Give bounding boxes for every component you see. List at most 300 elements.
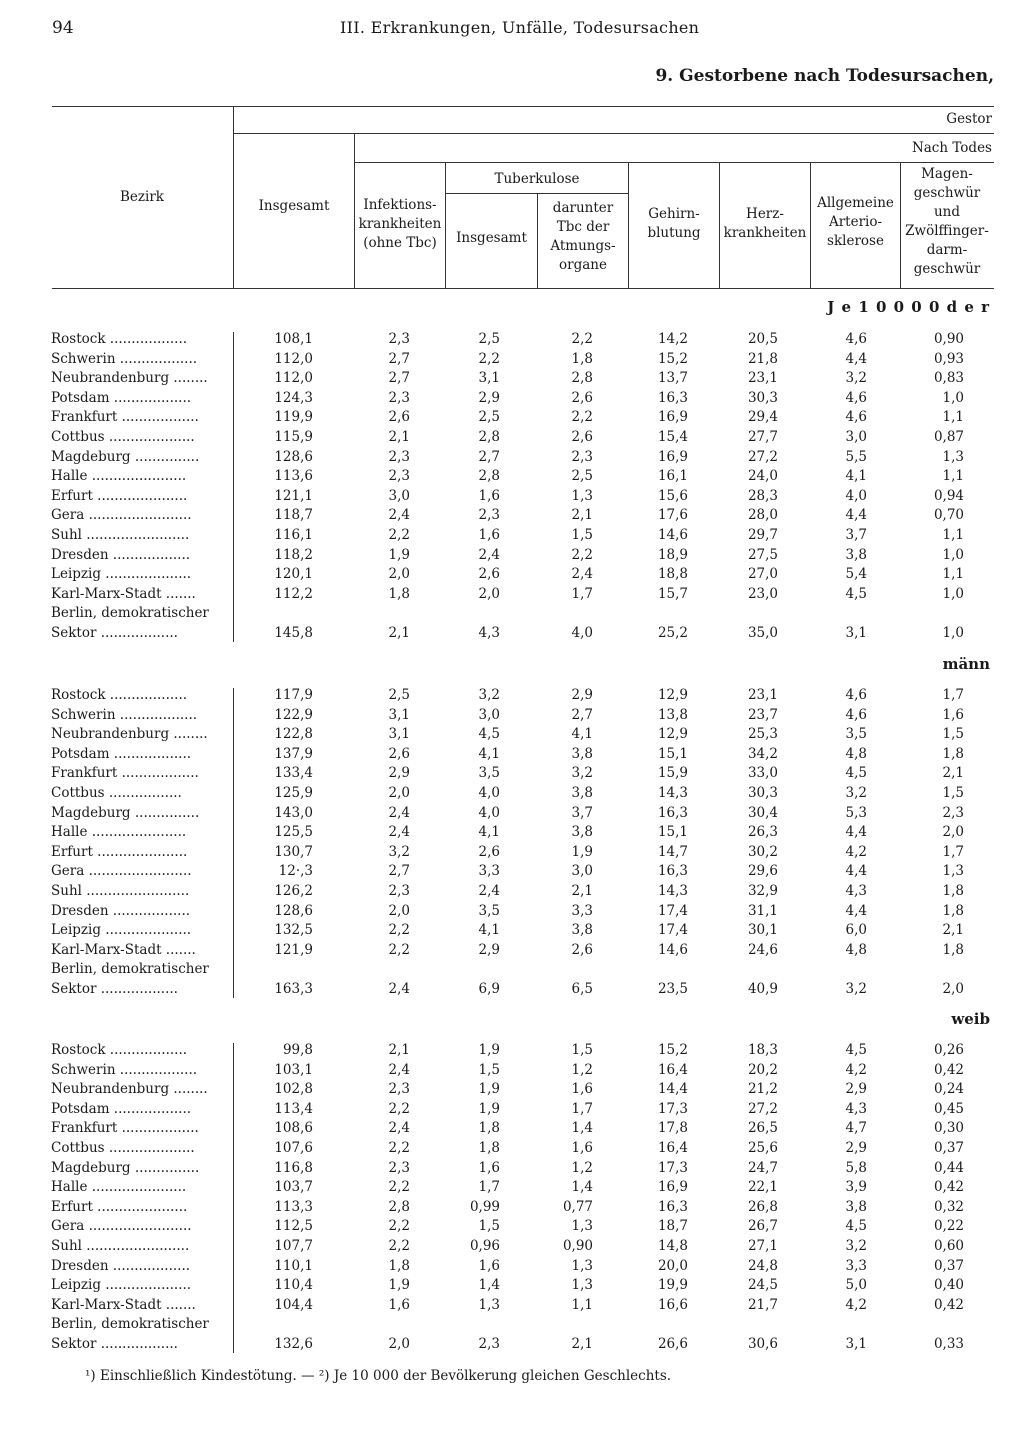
table-cell: 1,3 [942, 863, 964, 880]
table-cell: 4,3 [478, 625, 500, 641]
table-cell: 1,3 [571, 1257, 593, 1274]
table-cell: 1,4 [571, 1120, 593, 1137]
table-cell: 112,0 [274, 350, 313, 367]
table-cell: 2,6 [388, 409, 410, 426]
table-cell: 4,0 [478, 785, 500, 801]
table-row [0, 506, 1024, 525]
bezirk-name: Neubrandenburg ........ [51, 1081, 208, 1098]
table-cell: 0,93 [933, 350, 964, 367]
table-row [0, 902, 1024, 921]
table-cell: 29,6 [747, 863, 778, 880]
table-cell: 102,8 [274, 1081, 313, 1098]
table-row [0, 784, 1024, 803]
table-cell: 99,8 [282, 1042, 313, 1058]
table-cell: 1,7 [478, 1179, 500, 1196]
table-cell: 0,42 [933, 1061, 964, 1078]
col-header-infektion: Infektions- krankheiten (ohne Tbc) [358, 197, 442, 251]
table-cell: 107,7 [274, 1238, 313, 1254]
table-row-berlin-label [0, 960, 1024, 979]
table-cell: 4,6 [845, 409, 867, 426]
table-row [0, 526, 1024, 545]
table-cell: 2,2 [571, 331, 593, 347]
table-cell: 1,0 [942, 625, 964, 641]
bezirk-name: Gera ........................ [51, 1218, 192, 1235]
table-cell: 2,2 [388, 922, 410, 939]
table-cell: 103,7 [274, 1179, 313, 1196]
table-cell: 1,8 [942, 745, 964, 762]
table-cell: 17,8 [657, 1120, 688, 1137]
table-row [0, 1198, 1024, 1217]
table-cell: 16,9 [657, 409, 688, 426]
table-cell: 21,2 [747, 1081, 778, 1098]
table-cell: 3,1 [845, 1336, 867, 1352]
table-cell: 12,9 [657, 726, 688, 743]
table-title: 9. Gestorbene nach Todesursachen, [655, 66, 994, 86]
bezirk-name: Sektor .................. [51, 625, 178, 641]
table-cell: 112,0 [274, 370, 313, 387]
table-cell: 2,0 [942, 981, 964, 997]
table-cell: 2,3 [478, 507, 500, 524]
table-cell: 2,2 [388, 941, 410, 958]
table-cell: 124,3 [274, 389, 313, 406]
table-cell: 2,3 [388, 331, 410, 347]
table-cell: 33,0 [747, 765, 778, 782]
table-cell: 3,0 [845, 429, 867, 445]
table-cell: 2,5 [478, 331, 500, 347]
table-cell: 0,22 [933, 1218, 964, 1235]
table-cell: 4,5 [845, 1042, 867, 1058]
table-cell: 113,3 [274, 1198, 313, 1215]
table-cell: 3,7 [845, 527, 867, 543]
bezirk-name: Berlin, demokratischer [51, 1316, 209, 1333]
table-row-berlin-label [0, 604, 1024, 623]
bezirk-name: Frankfurt .................. [51, 409, 199, 426]
table-cell: 4,0 [478, 804, 500, 821]
table-cell: 23,1 [747, 370, 778, 387]
table-cell: 0,99 [469, 1198, 500, 1215]
header-top-rule [52, 106, 994, 107]
col-header-arterio: Allgemeine Arterio- sklerose [817, 195, 894, 249]
table-cell: 2,9 [845, 1081, 867, 1098]
bezirk-name: Karl-Marx-Stadt ....... [51, 585, 196, 602]
table-cell: 24,8 [747, 1257, 778, 1274]
table-cell: 1,8 [388, 585, 410, 602]
table-cell: 113,4 [274, 1100, 313, 1117]
table-cell: 2,6 [571, 429, 593, 445]
table-cell: 30,4 [747, 804, 778, 821]
table-cell: 27,5 [747, 546, 778, 563]
table-cell: 34,2 [747, 745, 778, 762]
col-header-bezirk: Bezirk [120, 189, 164, 205]
table-cell: 2,1 [571, 507, 593, 524]
table-cell: 3,8 [845, 1198, 867, 1215]
bezirk-name: Magdeburg ............... [51, 448, 200, 465]
table-cell: 126,2 [274, 883, 313, 899]
table-cell: 14,2 [657, 331, 688, 347]
footnote: ¹) Einschließlich Kindestötung. — ²) Je 10 000 der Bevölkerung gleichen Geschlechts. [85, 1368, 672, 1384]
table-cell: 4,6 [845, 389, 867, 406]
table-cell: 121,1 [274, 487, 313, 504]
table-cell: 2,7 [388, 350, 410, 367]
bezirk-name: Sektor .................. [51, 1336, 178, 1352]
table-cell: 128,6 [274, 448, 313, 465]
bezirk-name: Leipzig .................... [51, 566, 192, 583]
bezirk-name: Dresden .................. [51, 546, 191, 563]
table-cell: 18,7 [657, 1218, 688, 1235]
table-row [0, 1257, 1024, 1276]
bezirk-name: Dresden .................. [51, 1257, 191, 1274]
table-cell: 1,4 [478, 1277, 500, 1294]
header-rule-nach-todes [354, 162, 994, 163]
table-cell: 25,6 [747, 1140, 778, 1156]
table-cell: 15,2 [657, 1042, 688, 1058]
table-cell: 2,3 [388, 1159, 410, 1176]
table-cell: 3,1 [388, 726, 410, 743]
table-cell: 2,3 [942, 804, 964, 821]
table-cell: 2,0 [388, 566, 410, 583]
bezirk-name: Neubrandenburg ........ [51, 370, 208, 387]
table-cell: 125,9 [274, 785, 313, 801]
table-cell: 17,3 [657, 1100, 688, 1117]
table-row [0, 1041, 1024, 1060]
col-header-gestor: Gestor [946, 111, 992, 127]
table-cell: 2,4 [388, 824, 410, 841]
table-cell: 5,5 [845, 448, 867, 465]
bezirk-name: Schwerin .................. [51, 350, 198, 367]
table-cell: 1,6 [478, 1159, 500, 1176]
table-cell: 31,1 [747, 902, 778, 919]
table-cell: 1,2 [571, 1061, 593, 1078]
table-row [0, 686, 1024, 705]
table-cell: 17,4 [657, 922, 688, 939]
table-cell: 16,3 [657, 863, 688, 880]
table-cell: 21,7 [747, 1296, 778, 1313]
table-cell: 27,1 [747, 1238, 778, 1254]
table-cell: 0,37 [933, 1140, 964, 1156]
table-cell: 2,6 [571, 389, 593, 406]
bezirk-name: Gera ........................ [51, 507, 192, 524]
table-cell: 17,4 [657, 902, 688, 919]
table-cell: 1,1 [942, 566, 964, 583]
table-cell: 4,4 [845, 507, 867, 524]
table-cell: 163,3 [274, 981, 313, 997]
table-cell: 3,8 [571, 745, 593, 762]
table-cell: 13,7 [657, 370, 688, 387]
table-row [0, 624, 1024, 643]
table-cell: 5,3 [845, 804, 867, 821]
bezirk-name: Karl-Marx-Stadt ....... [51, 1296, 196, 1313]
table-cell: 1,9 [478, 1100, 500, 1117]
table-cell: 14,6 [657, 941, 688, 958]
table-row [0, 467, 1024, 486]
table-cell: 116,8 [274, 1159, 313, 1176]
table-cell: 30,6 [747, 1336, 778, 1352]
table-cell: 145,8 [274, 625, 313, 641]
col-header-magen: Magen- geschwür und Zwölffinger- darm- geschwür [905, 166, 989, 277]
table-cell: 15,4 [657, 429, 688, 445]
bezirk-name: Halle ...................... [51, 824, 187, 841]
table-cell: 2,4 [388, 507, 410, 524]
table-cell: 108,6 [274, 1120, 313, 1137]
table-cell: 2,2 [388, 1100, 410, 1117]
table-cell: 16,4 [657, 1061, 688, 1078]
table-cell: 1,8 [942, 941, 964, 958]
table-cell: 4,4 [845, 824, 867, 841]
table-cell: 4,4 [845, 350, 867, 367]
table-row [0, 1237, 1024, 1256]
table-cell: 3,8 [571, 785, 593, 801]
table-cell: 4,5 [845, 1218, 867, 1235]
table-row [0, 1276, 1024, 1295]
table-cell: 23,1 [747, 687, 778, 703]
table-cell: 2,0 [388, 1336, 410, 1352]
table-cell: 27,2 [747, 1100, 778, 1117]
table-cell: 2,9 [478, 389, 500, 406]
table-cell: 2,5 [571, 468, 593, 485]
table-cell: 4,1 [478, 824, 500, 841]
table-cell: 0,83 [933, 370, 964, 387]
table-cell: 14,4 [657, 1081, 688, 1098]
table-cell: 27,2 [747, 448, 778, 465]
table-cell: 4,5 [478, 726, 500, 743]
table-cell: 4,0 [845, 487, 867, 504]
table-cell: 18,9 [657, 546, 688, 563]
table-row [0, 882, 1024, 901]
table-cell: 2,1 [571, 1336, 593, 1352]
table-cell: 1,3 [478, 1296, 500, 1313]
bezirk-name: Potsdam .................. [51, 389, 192, 406]
table-cell: 35,0 [747, 625, 778, 641]
table-cell: 122,8 [274, 726, 313, 743]
table-row [0, 1080, 1024, 1099]
table-row [0, 565, 1024, 584]
table-cell: 2,3 [388, 468, 410, 485]
table-cell: 26,5 [747, 1120, 778, 1137]
table-cell: 122,9 [274, 706, 313, 723]
table-cell: 1,5 [942, 785, 964, 801]
table-cell: 23,0 [747, 585, 778, 602]
table-cell: 1,7 [571, 1100, 593, 1117]
bezirk-name: Frankfurt .................. [51, 765, 199, 782]
table-cell: 2,6 [478, 566, 500, 583]
table-cell: 16,3 [657, 1198, 688, 1215]
page-number: 94 [52, 18, 74, 38]
col-header-gehirn: Gehirn- blutung [647, 206, 701, 241]
table-cell: 1,1 [571, 1296, 593, 1313]
table-row [0, 1061, 1024, 1080]
bezirk-name: Rostock .................. [51, 687, 188, 703]
table-cell: 1,5 [571, 1042, 593, 1058]
table-cell: 14,3 [657, 883, 688, 899]
table-cell: 132,6 [274, 1336, 313, 1352]
table-cell: 30,3 [747, 389, 778, 406]
table-cell: 4,8 [845, 745, 867, 762]
table-cell: 17,3 [657, 1159, 688, 1176]
table-cell: 4,5 [845, 765, 867, 782]
table-cell: 27,0 [747, 566, 778, 583]
table-cell: 0,77 [562, 1198, 593, 1215]
bezirk-name: Suhl ........................ [51, 527, 190, 543]
table-row [0, 428, 1024, 447]
table-cell: 2,9 [478, 941, 500, 958]
table-cell: 1,9 [388, 1277, 410, 1294]
col-header-tuberkulose: Tuberkulose [494, 171, 580, 187]
table-cell: 17,6 [657, 507, 688, 524]
table-cell: 24,0 [747, 468, 778, 485]
table-cell: 1,0 [942, 585, 964, 602]
chapter-title: III. Erkrankungen, Unfälle, Todesursachen [340, 18, 700, 37]
table-row [0, 804, 1024, 823]
table-cell: 30,3 [747, 785, 778, 801]
table-cell: 1,3 [571, 1277, 593, 1294]
table-cell: 1,9 [478, 1081, 500, 1098]
table-row [0, 823, 1024, 842]
table-cell: 2,2 [478, 350, 500, 367]
table-cell: 2,4 [388, 1061, 410, 1078]
table-row [0, 448, 1024, 467]
table-cell: 3,8 [571, 824, 593, 841]
table-cell: 15,1 [657, 824, 688, 841]
col-header-tbc-atmung: darunter Tbc der Atmungs- organe [550, 200, 616, 273]
table-cell: 6,9 [478, 981, 500, 997]
col-header-tbc-insgesamt: Insgesamt [456, 230, 527, 246]
table-cell: 1,6 [571, 1140, 593, 1156]
table-cell: 6,0 [845, 922, 867, 939]
table-cell: 1,6 [388, 1296, 410, 1313]
table-cell: 1,1 [942, 527, 964, 543]
table-cell: 25,3 [747, 726, 778, 743]
table-cell: 4,6 [845, 706, 867, 723]
table-cell: 112,2 [274, 585, 313, 602]
table-row [0, 1119, 1024, 1138]
bezirk-name: Schwerin .................. [51, 706, 198, 723]
table-cell: 113,6 [274, 468, 313, 485]
table-cell: 3,2 [845, 981, 867, 997]
table-cell: 26,6 [657, 1336, 688, 1352]
table-row [0, 1100, 1024, 1119]
table-cell: 14,3 [657, 785, 688, 801]
table-cell: 2,3 [571, 448, 593, 465]
table-cell: 0,45 [933, 1100, 964, 1117]
table-row [0, 1217, 1024, 1236]
table-row [0, 487, 1024, 506]
table-cell: 0,96 [469, 1238, 500, 1254]
table-cell: 1,7 [571, 585, 593, 602]
table-cell: 2,3 [388, 883, 410, 899]
table-cell: 3,1 [478, 370, 500, 387]
table-cell: 2,7 [571, 706, 593, 723]
table-cell: 14,7 [657, 843, 688, 860]
table-row [0, 1139, 1024, 1158]
bezirk-name: Suhl ........................ [51, 1238, 190, 1254]
table-cell: 1,0 [942, 389, 964, 406]
table-cell: 118,7 [274, 507, 313, 524]
bezirk-name: Berlin, demokratischer [51, 961, 209, 978]
bezirk-name: Erfurt ..................... [51, 1198, 188, 1215]
bezirk-name: Leipzig .................... [51, 922, 192, 939]
table-row [0, 369, 1024, 388]
table-row [0, 843, 1024, 862]
table-row [0, 1296, 1024, 1315]
table-cell: 23,7 [747, 706, 778, 723]
table-cell: 104,4 [274, 1296, 313, 1313]
table-cell: 121,9 [274, 941, 313, 958]
bezirk-name: Potsdam .................. [51, 745, 192, 762]
table-cell: 2,6 [478, 843, 500, 860]
table-cell: 1,3 [942, 448, 964, 465]
table-cell: 1,7 [942, 687, 964, 703]
col-header-nach-todes: Nach Todes [911, 140, 992, 156]
table-cell: 119,9 [274, 409, 313, 426]
table-cell: 133,4 [274, 765, 313, 782]
table-cell: 108,1 [274, 331, 313, 347]
table-cell: 1,3 [571, 487, 593, 504]
section-label-male: männ [942, 655, 990, 673]
table-cell: 4,6 [845, 331, 867, 347]
table-cell: 3,3 [845, 1257, 867, 1274]
table-cell: 6,5 [571, 981, 593, 997]
table-row [0, 546, 1024, 565]
table-cell: 2,1 [388, 625, 410, 641]
table-cell: 3,7 [571, 804, 593, 821]
table-cell: 2,1 [942, 765, 964, 782]
bezirk-name: Halle ...................... [51, 468, 187, 485]
table-cell: 1,6 [478, 1257, 500, 1274]
table-cell: 2,2 [571, 409, 593, 426]
table-cell: 0,44 [933, 1159, 964, 1176]
table-row [0, 706, 1024, 725]
table-cell: 3,2 [845, 785, 867, 801]
table-cell: 18,8 [657, 566, 688, 583]
bezirk-name: Magdeburg ............... [51, 804, 200, 821]
bezirk-name: Berlin, demokratischer [51, 605, 209, 622]
table-cell: 3,0 [478, 706, 500, 723]
table-cell: 14,8 [657, 1238, 688, 1254]
table-cell: 1,5 [942, 726, 964, 743]
table-cell: 0,90 [933, 331, 964, 347]
table-cell: 1,2 [571, 1159, 593, 1176]
table-cell: 3,9 [845, 1179, 867, 1196]
table-row [0, 1335, 1024, 1354]
bezirk-name: Magdeburg ............... [51, 1159, 200, 1176]
table-cell: 2,0 [388, 785, 410, 801]
table-cell: 1,5 [478, 1061, 500, 1078]
bezirk-name: Leipzig .................... [51, 1277, 192, 1294]
table-cell: 2,1 [942, 922, 964, 939]
bezirk-name: Schwerin .................. [51, 1061, 198, 1078]
table-cell: 4,6 [845, 687, 867, 703]
table-cell: 2,6 [388, 745, 410, 762]
table-cell: 1,9 [478, 1042, 500, 1058]
table-cell: 16,1 [657, 468, 688, 485]
table-cell: 28,0 [747, 507, 778, 524]
table-cell: 29,4 [747, 409, 778, 426]
table-cell: 112,5 [274, 1218, 313, 1235]
table-cell: 16,9 [657, 1179, 688, 1196]
table-cell: 18,3 [747, 1042, 778, 1058]
table-cell: 0,37 [933, 1257, 964, 1274]
table-cell: 4,4 [845, 863, 867, 880]
bezirk-name: Cottbus .................... [51, 1140, 195, 1156]
bezirk-name: Potsdam .................. [51, 1100, 192, 1117]
table-cell: 1,6 [478, 487, 500, 504]
table-cell: 0,33 [933, 1336, 964, 1352]
table-cell: 130,7 [274, 843, 313, 860]
table-row [0, 1159, 1024, 1178]
table-cell: 4,4 [845, 902, 867, 919]
table-cell: 25,2 [657, 625, 688, 641]
table-cell: 2,7 [388, 370, 410, 387]
